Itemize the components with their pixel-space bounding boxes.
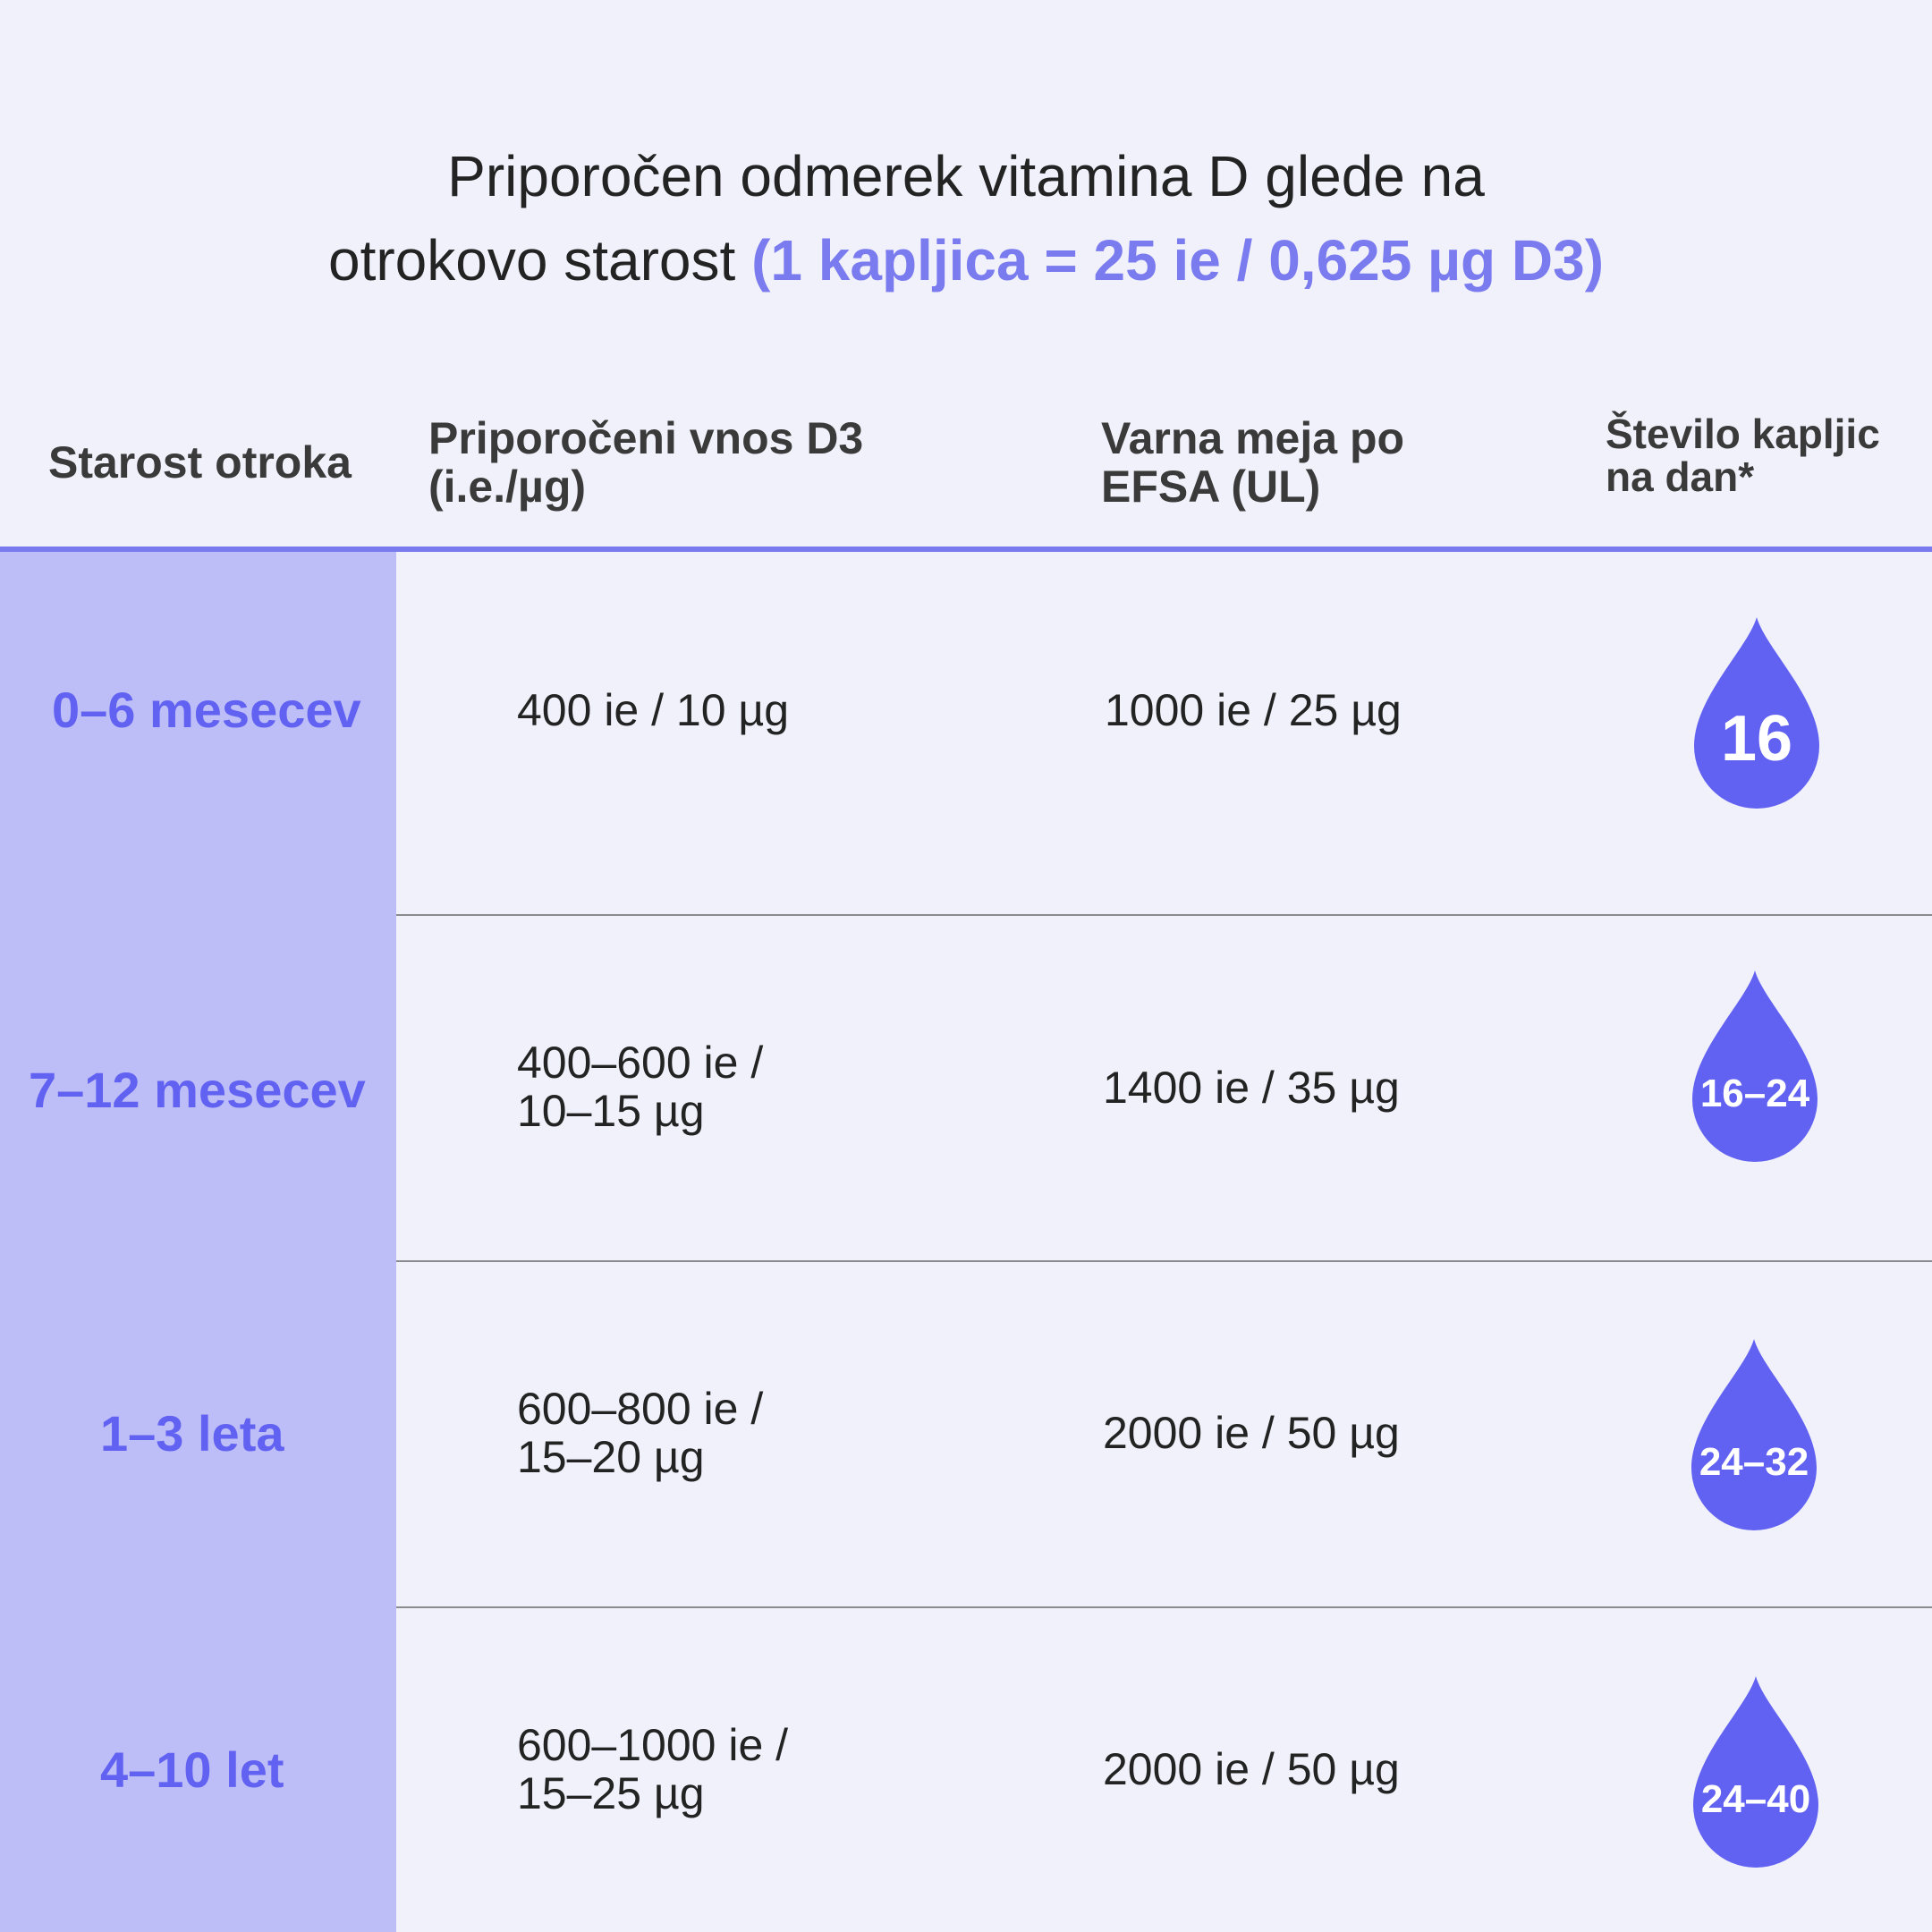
row-intake — [517, 1385, 763, 1481]
drops-badge — [1692, 970, 1818, 1162]
row-intake — [517, 1721, 788, 1818]
row-intake-line-1: 600–800 ie / — [517, 1384, 764, 1434]
header-limit — [1101, 414, 1404, 511]
row-intake — [517, 686, 789, 734]
header-drops — [1606, 412, 1880, 498]
title-line-1: Priporočen odmerek vitamina D glede na — [447, 144, 1485, 208]
header-drops-line-1: Število kapljic — [1606, 411, 1880, 457]
row-age: 0–6 mesecev — [52, 682, 361, 738]
header-intake — [428, 414, 863, 511]
drops-count: 24–40 — [1700, 1778, 1811, 1821]
row-age: 7–12 mesecev — [29, 1062, 366, 1118]
row-intake-line-1: 600–1000 ie / — [517, 1720, 789, 1770]
row-divider — [396, 1606, 1932, 1608]
page-title — [0, 134, 1932, 302]
title-line-2-text: otrokovo starost — [327, 228, 752, 292]
age-column-background — [0, 552, 396, 1932]
header-drops-line-2: na dan* — [1606, 453, 1755, 500]
row-intake-line-1: 400–600 ie / — [517, 1038, 764, 1088]
drops-badge — [1693, 1676, 1818, 1868]
row-intake-line-2: 10–15 µg — [517, 1086, 705, 1136]
row-intake-line-1: 400 ie / 10 µg — [517, 685, 790, 735]
row-limit: 1400 ie / 35 µg — [1103, 1063, 1400, 1113]
row-age: 4–10 let — [100, 1741, 284, 1798]
row-limit: 1000 ie / 25 µg — [1105, 685, 1402, 735]
water-drop-icon — [1692, 970, 1818, 1162]
header-age — [48, 438, 352, 487]
row-limit: 2000 ie / 50 µg — [1103, 1408, 1400, 1458]
row-intake — [517, 1038, 763, 1135]
drops-count: 16–24 — [1699, 1072, 1810, 1115]
water-drop-icon — [1691, 1339, 1817, 1530]
header-limit-line-2: EFSA (UL) — [1101, 462, 1321, 512]
row-limit: 2000 ie / 50 µg — [1103, 1744, 1400, 1794]
water-drop-icon — [1693, 1676, 1818, 1868]
header-limit-line-1: Varna meja po — [1101, 413, 1405, 463]
drops-badge — [1694, 617, 1819, 809]
header-intake-line-2: (i.e./µg) — [428, 462, 587, 512]
drops-count: 24–32 — [1699, 1441, 1809, 1484]
row-intake-line-2: 15–25 µg — [517, 1768, 705, 1818]
header-intake-line-1: Priporočeni vnos D3 — [428, 413, 864, 463]
drops-badge — [1691, 1339, 1817, 1530]
row-divider — [396, 914, 1932, 916]
row-age: 1–3 leta — [100, 1405, 284, 1462]
header-age-label: Starost otroka — [48, 437, 352, 487]
row-divider — [396, 1260, 1932, 1262]
row-intake-line-2: 15–20 µg — [517, 1432, 705, 1482]
title-accent: (1 kapljica = 25 ie / 0,625 µg D3) — [751, 228, 1605, 292]
title-line-2 — [0, 218, 1932, 302]
drops-count: 16 — [1720, 703, 1793, 775]
